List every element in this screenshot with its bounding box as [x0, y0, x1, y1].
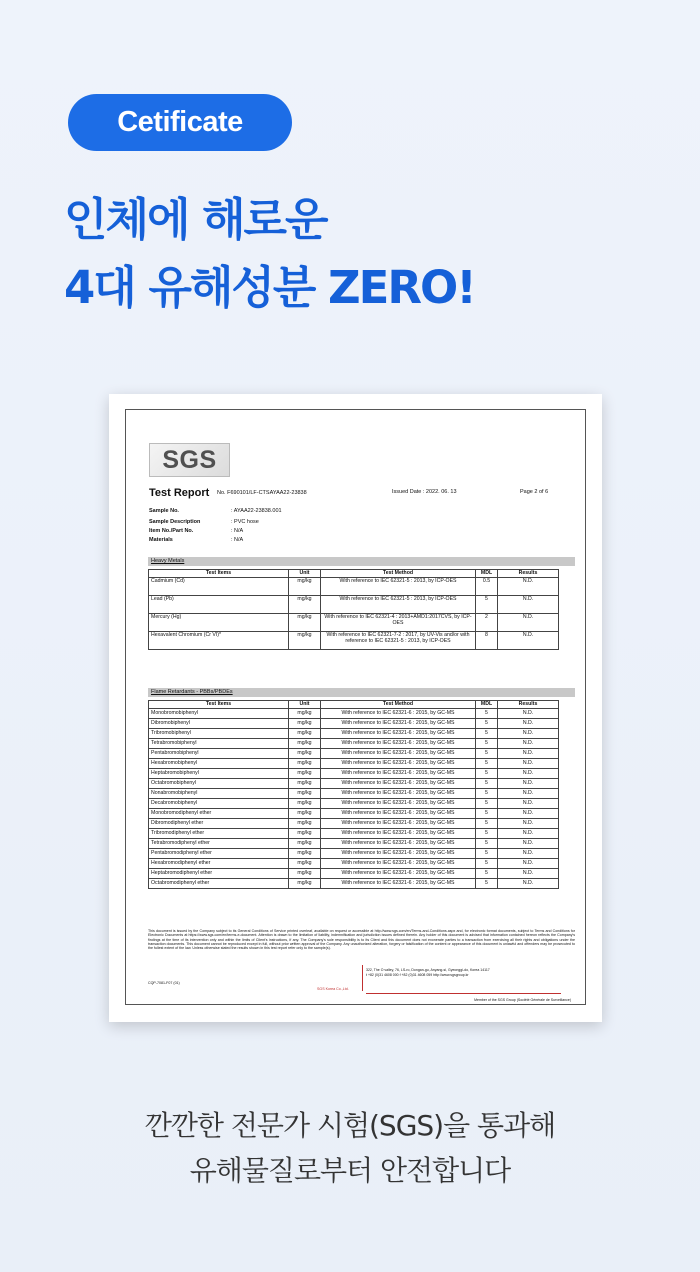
- table-cell: With reference to IEC 62321-6 : 2015, by GC-MS: [321, 839, 476, 849]
- table-cell: With reference to IEC 62321-6 : 2015, by GC-MS: [321, 859, 476, 869]
- table-cell: N.D.: [498, 779, 559, 789]
- table-cell: Decabromobiphenyl: [149, 799, 289, 809]
- table-cell: mg/kg: [289, 849, 321, 859]
- table-cell: With reference to IEC 62321-6 : 2015, by GC-MS: [321, 779, 476, 789]
- col-header: Test Method: [321, 570, 476, 578]
- report-number: No. F690101/LF-CTSAYAA22-23838: [217, 490, 307, 496]
- col-header: Unit: [289, 701, 321, 709]
- divider: [362, 965, 363, 991]
- table-cell: Pentabromobiphenyl: [149, 749, 289, 759]
- table-cell: With reference to IEC 62321-7-2 : 2017, by UV-Vis and/or with reference to IEC 62321-5 : 2013, by ICP-OES: [321, 632, 476, 650]
- table-cell: Octabromobiphenyl: [149, 779, 289, 789]
- table-cell: 5: [476, 709, 498, 719]
- table-cell: With reference to IEC 62321-6 : 2015, by GC-MS: [321, 799, 476, 809]
- certificate-badge: Cetificate: [68, 94, 292, 151]
- table-cell: With reference to IEC 62321-4 : 2013+AMD1:2017CVS, by ICP-OES: [321, 614, 476, 632]
- table-cell: mg/kg: [289, 829, 321, 839]
- table-cell: Tribromobiphenyl: [149, 729, 289, 739]
- col-header: MDL: [476, 701, 498, 709]
- table-cell: 5: [476, 739, 498, 749]
- table-cell: With reference to IEC 62321-6 : 2015, by GC-MS: [321, 739, 476, 749]
- table-cell: mg/kg: [289, 879, 321, 889]
- col-header: Test Items: [149, 570, 289, 578]
- table-cell: With reference to IEC 62321-6 : 2015, by GC-MS: [321, 729, 476, 739]
- table-row: [149, 839, 559, 849]
- caption-line2: 유해물질로부터 안전합니다: [189, 1154, 511, 1187]
- col-header: Results: [498, 701, 559, 709]
- table-cell: 5: [476, 789, 498, 799]
- table-row: [149, 829, 559, 839]
- table-cell: mg/kg: [289, 578, 321, 596]
- table-cell: mg/kg: [289, 709, 321, 719]
- col-header: Test Method: [321, 701, 476, 709]
- table-cell: 5: [476, 799, 498, 809]
- address-line: t +82 (0)31 4608 000 f +82 (0)31 4608 059 http://www.sgsgroup.kr: [366, 973, 469, 977]
- table-cell: N.D.: [498, 769, 559, 779]
- table-row: [149, 779, 559, 789]
- table-cell: N.D.: [498, 614, 559, 632]
- document-frame: [125, 409, 586, 1005]
- table-cell: Hexabromobiphenyl: [149, 759, 289, 769]
- table-cell: mg/kg: [289, 729, 321, 739]
- report-title: Test Report: [149, 487, 210, 499]
- table-cell: mg/kg: [289, 799, 321, 809]
- issued-date: Issued Date : 2022. 06. 13: [392, 489, 457, 495]
- table-cell: 5: [476, 779, 498, 789]
- info-value: : PVC hose: [231, 519, 259, 525]
- table-cell: mg/kg: [289, 769, 321, 779]
- table-row: [149, 759, 559, 769]
- table-row: [149, 879, 559, 889]
- table-cell: 5: [476, 596, 498, 614]
- company-name: SGS Korea Co.,Ltd.: [317, 987, 349, 991]
- table-cell: 5: [476, 859, 498, 869]
- table-cell: Dibromobiphenyl: [149, 719, 289, 729]
- caption: [0, 1103, 700, 1193]
- heavy-metals-section: Heavy Metals: [148, 557, 575, 566]
- info-label: Sample Description: [149, 519, 201, 525]
- col-header: Test Items: [149, 701, 289, 709]
- table-cell: N.D.: [498, 578, 559, 596]
- table-cell: Tetrabromobiphenyl: [149, 739, 289, 749]
- address-line: 322, The O valley, 76, LS-ro, Dongan-gu, Anyang-si, Gyeonggi-do, Korea 14117: [366, 968, 490, 972]
- table-cell: N.D.: [498, 829, 559, 839]
- table-cell: Heptabromodiphenyl ether: [149, 869, 289, 879]
- divider: [366, 993, 561, 994]
- table-cell: N.D.: [498, 849, 559, 859]
- table-cell: With reference to IEC 62321-6 : 2015, by GC-MS: [321, 759, 476, 769]
- table-cell: With reference to IEC 62321-6 : 2015, by GC-MS: [321, 819, 476, 829]
- test-report-document: [109, 394, 602, 1022]
- info-label: Sample No.: [149, 508, 179, 514]
- table-cell: 2: [476, 614, 498, 632]
- table-cell: With reference to IEC 62321-5 : 2013, by ICP-OES: [321, 578, 476, 596]
- table-cell: N.D.: [498, 809, 559, 819]
- table-cell: mg/kg: [289, 809, 321, 819]
- table-cell: 5: [476, 769, 498, 779]
- table-cell: N.D.: [498, 739, 559, 749]
- table-cell: N.D.: [498, 859, 559, 869]
- table-cell: With reference to IEC 62321-6 : 2015, by GC-MS: [321, 749, 476, 759]
- sgs-logo: SGS: [149, 443, 230, 477]
- table-row: [149, 849, 559, 859]
- table-cell: N.D.: [498, 596, 559, 614]
- info-value: : N/A: [231, 537, 244, 543]
- table-cell: 5: [476, 829, 498, 839]
- table-cell: mg/kg: [289, 779, 321, 789]
- table-cell: With reference to IEC 62321-6 : 2015, by GC-MS: [321, 829, 476, 839]
- table-cell: 5: [476, 729, 498, 739]
- caption-line1: 깐깐한 전문가 시험(SGS)을 통과해: [144, 1109, 556, 1142]
- member-note: Member of the SGS Group (Société Générale de Surveillance): [474, 998, 571, 1002]
- table-row: [149, 809, 559, 819]
- table-cell: Octabromodiphenyl ether: [149, 879, 289, 889]
- table-cell: With reference to IEC 62321-6 : 2015, by GC-MS: [321, 849, 476, 859]
- table-cell: mg/kg: [289, 869, 321, 879]
- table-row: [149, 789, 559, 799]
- table-row: [149, 614, 559, 632]
- table-cell: Pentabromodiphenyl ether: [149, 849, 289, 859]
- table-cell: N.D.: [498, 749, 559, 759]
- table-row: [149, 739, 559, 749]
- info-row: [149, 508, 282, 514]
- table-cell: 5: [476, 749, 498, 759]
- table-cell: N.D.: [498, 719, 559, 729]
- table-row: [149, 749, 559, 759]
- table-cell: 5: [476, 869, 498, 879]
- table-cell: Tribromodiphenyl ether: [149, 829, 289, 839]
- company-address: [366, 968, 490, 978]
- table-cell: mg/kg: [289, 819, 321, 829]
- table-row: [149, 709, 559, 719]
- table-cell: 5: [476, 819, 498, 829]
- table-cell: Nonabromobiphenyl: [149, 789, 289, 799]
- table-cell: With reference to IEC 62321-6 : 2015, by GC-MS: [321, 879, 476, 889]
- table-cell: 5: [476, 759, 498, 769]
- table-cell: mg/kg: [289, 739, 321, 749]
- table-cell: With reference to IEC 62321-6 : 2015, by GC-MS: [321, 809, 476, 819]
- table-cell: 5: [476, 879, 498, 889]
- disclaimer-text: This document is issued by the Company subject to its General Conditions of Service printed overleaf, available on request or accessible at http://www.sgs.com/en/Terms-and-Conditions.aspx and, for electronic format documents, subject to Terms and Conditions for Electronic Documents at https://www.sgs.com/en/terms-e-document. Attention is drawn to the limitation of liability, indemnification and jurisdiction issues defined therein. Any holder of this document is advised that information contained hereon reflects the Company's findings at the time of its intervention only and within the limits of Client's instructions, if any. The Company's sole responsibility is to its Client and this document does not exonerate parties to a transaction from exercising all their rights and obligations under the transaction documents. This document cannot be reproduced except in full, without prior written approval of the Company. Any unauthorized alteration, forgery or falsification of the content or appearance of this document is unlawful and offenders may be prosecuted to the fullest extent of the law. Unless otherwise stated the results shown in this test report refer only to the sample(s).: [148, 929, 575, 951]
- table-cell: mg/kg: [289, 596, 321, 614]
- table-cell: N.D.: [498, 879, 559, 889]
- headline: [64, 186, 475, 322]
- table-cell: N.D.: [498, 839, 559, 849]
- headline-line1: 인체에 해로운: [64, 193, 327, 246]
- table-cell: 8: [476, 632, 498, 650]
- table-cell: Mercury (Hg): [149, 614, 289, 632]
- table-cell: mg/kg: [289, 719, 321, 729]
- table-cell: 5: [476, 809, 498, 819]
- heavy-metals-table: [148, 569, 559, 650]
- info-label: Materials: [149, 537, 173, 543]
- table-row: [149, 596, 559, 614]
- flame-retardants-section: Flame Retardants - PBBs/PBDEs: [148, 688, 575, 697]
- table-cell: mg/kg: [289, 839, 321, 849]
- table-cell: N.D.: [498, 729, 559, 739]
- form-code: CQP-7081-F07 (01): [148, 981, 180, 985]
- table-cell: mg/kg: [289, 859, 321, 869]
- table-row: [149, 769, 559, 779]
- table-row: [149, 869, 559, 879]
- table-cell: Lead (Pb): [149, 596, 289, 614]
- table-row: [149, 859, 559, 869]
- table-cell: 5: [476, 849, 498, 859]
- table-row: [149, 719, 559, 729]
- table-cell: Monobromobiphenyl: [149, 709, 289, 719]
- info-value: : AYAA22-23838.001: [231, 508, 282, 514]
- page-number: Page 2 of 6: [520, 489, 549, 495]
- table-cell: 0.5: [476, 578, 498, 596]
- table-row: [149, 729, 559, 739]
- table-cell: N.D.: [498, 869, 559, 879]
- table-cell: Hexabromodiphenyl ether: [149, 859, 289, 869]
- info-row: [149, 528, 243, 534]
- table-cell: mg/kg: [289, 632, 321, 650]
- table-cell: N.D.: [498, 709, 559, 719]
- headline-line2: 4대 유해성분 ZERO!: [64, 261, 475, 314]
- flame-retardants-table: [148, 700, 559, 889]
- table-cell: With reference to IEC 62321-6 : 2015, by GC-MS: [321, 789, 476, 799]
- info-row: [149, 519, 259, 525]
- table-cell: Tetrabromodiphenyl ether: [149, 839, 289, 849]
- table-row: [149, 799, 559, 809]
- info-label: Item No./Part No.: [149, 528, 194, 534]
- col-header: Unit: [289, 570, 321, 578]
- table-cell: With reference to IEC 62321-6 : 2015, by GC-MS: [321, 709, 476, 719]
- table-cell: N.D.: [498, 759, 559, 769]
- table-cell: 5: [476, 719, 498, 729]
- table-row: [149, 578, 559, 596]
- table-cell: Cadmium (Cd): [149, 578, 289, 596]
- table-row: [149, 819, 559, 829]
- table-cell: Hexavalent Chromium (Cr VI)*: [149, 632, 289, 650]
- info-row: [149, 537, 243, 543]
- table-cell: N.D.: [498, 632, 559, 650]
- table-cell: mg/kg: [289, 759, 321, 769]
- info-value: : N/A: [231, 528, 244, 534]
- table-cell: mg/kg: [289, 614, 321, 632]
- table-cell: mg/kg: [289, 789, 321, 799]
- col-header: MDL: [476, 570, 498, 578]
- table-row: [149, 632, 559, 650]
- table-cell: Monobromodiphenyl ether: [149, 809, 289, 819]
- table-cell: mg/kg: [289, 749, 321, 759]
- table-cell: 5: [476, 839, 498, 849]
- table-cell: N.D.: [498, 799, 559, 809]
- table-cell: With reference to IEC 62321-5 : 2013, by ICP-OES: [321, 596, 476, 614]
- table-cell: With reference to IEC 62321-6 : 2015, by GC-MS: [321, 869, 476, 879]
- table-cell: Heptabromobiphenyl: [149, 769, 289, 779]
- table-cell: Dibromodiphenyl ether: [149, 819, 289, 829]
- table-cell: With reference to IEC 62321-6 : 2015, by GC-MS: [321, 769, 476, 779]
- table-cell: N.D.: [498, 819, 559, 829]
- table-cell: With reference to IEC 62321-6 : 2015, by GC-MS: [321, 719, 476, 729]
- col-header: Results: [498, 570, 559, 578]
- table-cell: N.D.: [498, 789, 559, 799]
